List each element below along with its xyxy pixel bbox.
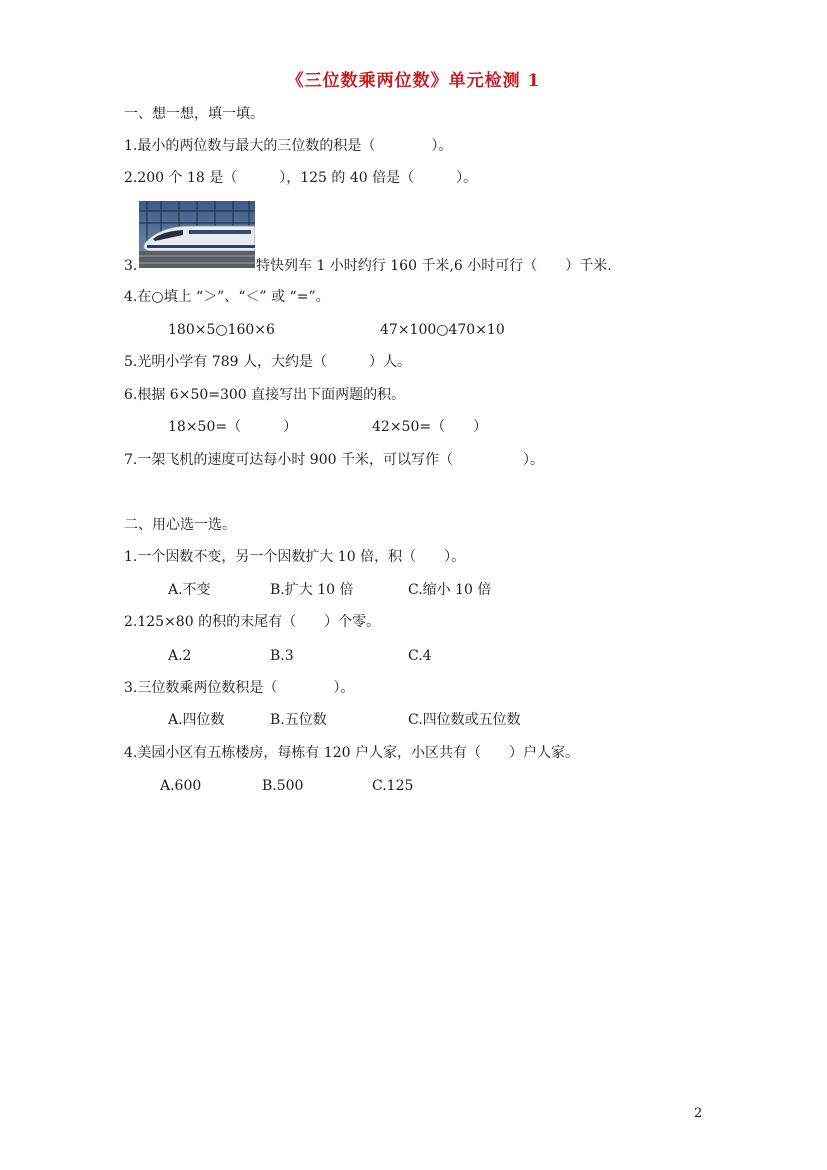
section2-q2: 2.125×80 的积的末尾有（ ）个零。 [124, 614, 381, 630]
section2-q3-option-a: A.四位数 [168, 712, 225, 728]
section2-q2-option-c: C.4 [408, 648, 432, 664]
section1-q7: 7.一架飞机的速度可达每小时 900 千米，可以写作（ ）。 [124, 452, 544, 468]
section1-q6-b: 42×50=（ ） [372, 419, 488, 435]
section2-q1-option-c: C.缩小 10 倍 [408, 582, 492, 598]
section1-q4: 4.在○填上 “＞”、“＜” 或 “=”。 [124, 289, 330, 305]
section2-q2-option-a: A.2 [168, 648, 192, 664]
section2-q2-option-b: B.3 [270, 648, 294, 664]
section1-q1: 1.最小的两位数与最大的三位数的积是（ ）。 [124, 138, 453, 154]
section1-heading: 一、想一想，填一填。 [124, 106, 264, 122]
section2-q3: 3.三位数乘两位数积是（ ）。 [124, 680, 355, 696]
section1-q6: 6.根据 6×50=300 直接写出下面两题的积。 [124, 387, 406, 403]
section1-q4-b: 47×100○470×10 [380, 322, 505, 338]
section2-q1: 1.一个因数不变，另一个因数扩大 10 倍，积（ ）。 [124, 549, 466, 565]
section1-q2: 2.200 个 18 是（ ），125 的 40 倍是（ ）。 [124, 170, 478, 186]
section2-q4-option-b: B.500 [262, 778, 304, 794]
section1-q3-number: 3. [124, 258, 138, 274]
section2-heading: 二、用心选一选。 [124, 517, 236, 533]
section1-q5: 5.光明小学有 789 人，大约是（ ）人。 [124, 354, 411, 370]
section1-q3: 特快列车 1 小时约行 160 千米,6 小时可行（ ）千米. [256, 258, 612, 274]
section1-q4-a: 180×5○160×6 [168, 322, 275, 338]
section2-q4-option-a: A.600 [160, 778, 202, 794]
section1-q6-a: 18×50=（ ） [168, 419, 298, 435]
section2-q1-option-b: B.扩大 10 倍 [270, 582, 354, 598]
section2-q4-option-c: C.125 [372, 778, 414, 794]
train-photo [139, 201, 255, 268]
page-number: 2 [694, 1106, 703, 1121]
section2-q1-option-a: A.不变 [168, 582, 211, 598]
section2-q3-option-b: B.五位数 [270, 712, 327, 728]
page-title: 《三位数乘两位数》单元检测 1 [286, 71, 541, 91]
section2-q3-option-c: C.四位数或五位数 [408, 712, 521, 728]
section2-q4: 4.美园小区有五栋楼房，每栋有 120 户人家，小区共有（ ）户人家。 [124, 745, 579, 761]
